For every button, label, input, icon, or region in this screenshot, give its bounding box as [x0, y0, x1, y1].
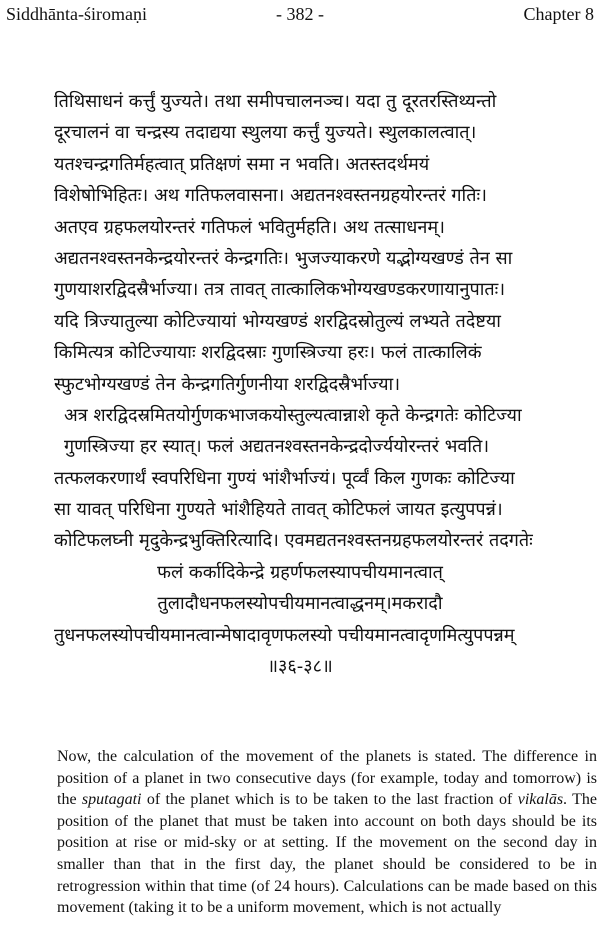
sanskrit-line: तुधनफलस्योपचीयमानत्वान्मेषादावृणफलस्यो पचीयमानत्वादृणमित्युपपन्नम्	[54, 624, 515, 646]
english-translation	[57, 746, 597, 919]
sanskrit-line: तिथिसाधनं कर्त्तुं युज्यते। तथा समीपचालनञ्च। यदा तु दूरतरस्तिथ्यन्तो	[54, 91, 497, 112]
sanskrit-line: किमित्यत्र कोटिज्यायाः शरद्विदस्राः गुणस्त्रिज्या हरः। फलं तात्कालिकं	[54, 342, 482, 364]
page-header	[6, 4, 594, 28]
sanskrit-line: तुलादौधनफलस्योपचीयमानत्वाद्धनम्।मकरादौ	[157, 593, 443, 615]
chapter-label: Chapter 8	[523, 4, 594, 24]
sanskrit-line: सा यावत् परिधिना गुण्यते भांशैहियते तावत् कोटिफलं जायत इत्युपपन्नं।	[54, 499, 503, 521]
term-vikalas: vikalās	[517, 791, 564, 809]
sanskrit-line: यदि त्रिज्यातुल्या कोटिज्यायां भोग्यखण्डं शरद्विदस्रोतुल्यं लभ्यते तदेष्टया	[54, 310, 501, 332]
sanskrit-line: अतएव ग्रहफलयोरन्तरं गतिफलं भवितुर्महति। अथ तत्साधनम्।	[54, 216, 445, 238]
sanskrit-line: स्फुटभोग्यखण्डं तेन केन्द्रगतिर्गुणनीया शरद्विदस्रैर्भाज्या।	[54, 373, 401, 395]
sanskrit-line: गुणयाशरद्विदस्रैर्भाज्या। तत्र तावत् तात्कालिकभोग्यखण्डकरणायानुपातः।	[54, 279, 506, 301]
term-sputagati: sputagati	[81, 791, 142, 809]
verse-number: ॥३६-३८॥	[267, 656, 333, 678]
translation-paragraph	[57, 746, 597, 919]
sanskrit-line: यतश्चन्द्रगतिर्महत्वात् प्रतिक्षणं समा न भवति। अतस्तदर्थमयं	[54, 153, 430, 175]
sanskrit-line: गुणस्त्रिज्या हर स्यात्। फलं अद्यतनश्वस्तनकेन्द्रदोर्ज्ययोरन्तरं भवति।	[64, 436, 490, 458]
sanskrit-line: अद्यतनश्वस्तनकेन्द्रयोरन्तरं केन्द्रगतिः। भुजज्याकरणे यद्भोग्यखण्डं तेन सा	[54, 247, 513, 269]
sanskrit-line: दूरचालनं वा चन्द्रस्य तदाद्यया स्थुलया कर्त्तुं युज्यते। स्थुलकालत्वात्।	[54, 122, 477, 144]
sanskrit-line: तत्फलकरणार्थं स्वपरिधिना गुण्यं भांशैर्भाज्यं। पूर्व्वं किल गुणकः कोटिज्या	[54, 467, 515, 489]
sanskrit-line: अत्र शरद्विदस्रमितयोर्गुणकभाजकयोस्तुल्यत्वान्नाशे कृते केन्द्रगतेः कोटिज्या	[64, 404, 522, 426]
translation-text: . The position of the planet that must be taken into account on both days should be its position at rise or mid-sky or at setting. If the movement on the second day in smaller than that in the first day, the planet should be considered to be in retrogression within that time (of 24 hours). Calculations can be made based on this movement (taking it to be a uniform movement, which is not actually	[57, 791, 597, 917]
translation-text: Now, the calculation of the movement of the planets is stated. The difference in position of a planet in two consecutive days (for example, today and tomorrow) is the	[57, 748, 597, 809]
book-title: Siddhānta-śiromaṇi	[6, 4, 147, 24]
sanskrit-line: फलं कर्कादिकेन्द्रे ग्रहर्णफलस्यापचीयमानत्वात्	[157, 561, 443, 583]
sanskrit-line: विशेषोभिहितः। अथ गतिफलवासना। अद्यतनश्वस्तनग्रहयोरन्तरं गतिः।	[54, 185, 487, 207]
sanskrit-line: कोटिफलघ्नी मृदुकेन्द्रभुक्तिरित्यादि। एवमद्यतनश्वस्तनग्रहफलयोरन्तरं तदगतेः	[54, 530, 533, 552]
translation-text: of the planet which is to be taken to the last fraction of	[141, 791, 518, 809]
sanskrit-commentary	[0, 86, 600, 682]
page-number: - 382 -	[276, 4, 324, 24]
